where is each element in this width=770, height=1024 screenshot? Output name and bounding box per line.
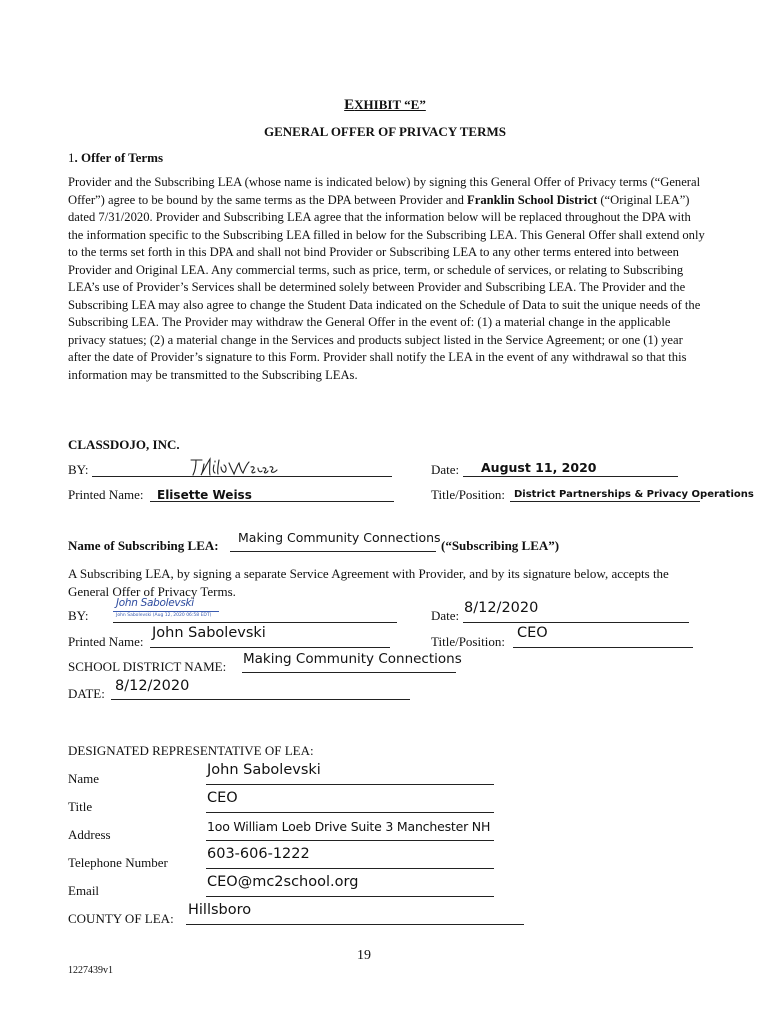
- rep-name-label: Name: [68, 771, 100, 786]
- rep-address-value: 1oo William Loeb Drive Suite 3 Manchester NH: [207, 819, 491, 834]
- exhibit-title-prefix: E: [344, 97, 355, 113]
- representative-heading: DESIGNATED REPRESENTATIVE OF LEA:: [68, 743, 314, 758]
- section-number: 1: [68, 150, 75, 165]
- provider-by-label: BY:: [68, 462, 89, 477]
- rep-telephone-line: [206, 868, 494, 869]
- offer-text-part-b: (“Original LEA”) dated 7/31/2020. Provider and Subscribing LEA agree that the information below will be replaced throughout the DPA with the information specific to the Subscribing LEA filled in below for the Subscribing LEA. This General Offer shall extend only to the terms set forth in this DPA and shall not bind Provider or Subscribing LEA to any other terms entered into between Provider and Original LEA. Any commercial terms, such as price, term, or schedule of services, or relating to Subscribing LEA’s use of Provider’s Services shall be determined solely between Provider and Subscribing LEA. The Provider and the Subscribing LEA may also agree to change the Student Data indicated on the Schedule of Data to suit the unique needs of the Subscribing LEA. The Provider may withdraw the General Offer in the event of: (1) a material change in the applicable privacy statues; (2) a material change in the Services and products subject listed in the Service Agreement; or one (1) year after the date of Provider’s signature to this Form. Provider shall notify the LEA in the event of any withdrawal so that this information may be transmitted to the Subscribing LEAs.: [68, 192, 705, 382]
- rep-title-label: Title: [68, 799, 93, 814]
- school-district-value: Making Community Connections: [243, 651, 462, 667]
- provider-date-line: [463, 476, 678, 477]
- original-lea-name: Franklin School District: [467, 192, 598, 207]
- subscribing-signature-line: [113, 622, 397, 623]
- subscribing-signature-stamp: John Sabolevski (Aug 12, 2020 06:58 EDT): [116, 613, 212, 618]
- school-district-line: [242, 672, 456, 673]
- rep-title-line: [206, 812, 494, 813]
- rep-address-label: Address: [68, 827, 111, 842]
- rep-email-label: Email: [68, 883, 100, 898]
- document-id: 1227439v1: [68, 965, 113, 976]
- subscribing-printed-name-line: [150, 647, 390, 648]
- subscribing-printed-name-value: John Sabolevski: [152, 625, 266, 641]
- subscribing-date-line: [463, 622, 689, 623]
- exhibit-title-rest: XHIBIT “E”: [354, 97, 426, 112]
- provider-company-name: CLASSDOJO, INC.: [68, 437, 180, 452]
- subscribing-title-label: Title/Position:: [431, 634, 505, 649]
- subscribing-signature: John Sabolevski: [116, 597, 194, 609]
- provider-date-value: August 11, 2020: [481, 460, 597, 475]
- offer-paragraph: [68, 174, 708, 384]
- county-label: COUNTY OF LEA:: [68, 911, 174, 926]
- school-district-label: SCHOOL DISTRICT NAME:: [68, 659, 227, 674]
- rep-address-line: [206, 840, 494, 841]
- subscribing-date2-label: DATE:: [68, 686, 105, 701]
- document-subtitle: GENERAL OFFER OF PRIVACY TERMS: [264, 124, 506, 139]
- subscribing-date2-value: 8/12/2020: [115, 678, 190, 694]
- subscribing-title-value: CEO: [517, 625, 548, 641]
- provider-printed-name-value: Elisette Weiss: [157, 488, 252, 502]
- rep-email-value: CEO@mc2school.org: [207, 874, 359, 890]
- subscribing-date2-line: [111, 699, 410, 700]
- provider-printed-name-label: Printed Name:: [68, 487, 144, 502]
- county-line: [186, 924, 524, 925]
- subscribing-lea-name-value: Making Community Connections: [238, 530, 441, 545]
- subscribing-date-value: 8/12/2020: [464, 600, 539, 616]
- subscribing-by-label: BY:: [68, 608, 89, 623]
- subscribing-title-line: [513, 647, 693, 648]
- county-value: Hillsboro: [188, 902, 252, 918]
- provider-signature-image: [188, 456, 283, 478]
- rep-name-value: John Sabolevski: [207, 762, 321, 778]
- exhibit-title: [0, 97, 770, 114]
- subscribing-date-label: Date:: [431, 608, 460, 623]
- provider-title-value: District Partnerships & Privacy Operations: [514, 489, 754, 500]
- page-number: 19: [357, 948, 371, 963]
- provider-title-line: [510, 501, 700, 502]
- subscribing-lea-suffix: (“Subscribing LEA”): [441, 538, 560, 553]
- rep-telephone-label: Telephone Number: [68, 855, 168, 870]
- provider-date-label: Date:: [431, 462, 460, 477]
- subscribing-intro-text: A Subscribing LEA, by signing a separate Service Agreement with Provider, and by its signature below, accepts the General Offer of Privacy Terms.: [68, 566, 669, 599]
- offer-text-part-a: Provider and the Subscribing LEA (whose name is indicated below) by signing this General Offer of Privacy terms (“General Offer”) agree to be bound by the same terms as the DPA between Provider and: [68, 175, 701, 207]
- subscribing-lea-name-line: [230, 551, 436, 552]
- subscribing-signature-underline: [113, 611, 219, 612]
- section-heading: [68, 150, 163, 166]
- subscribing-printed-name-label: Printed Name:: [68, 634, 144, 649]
- rep-email-line: [206, 896, 494, 897]
- subscribing-lea-name-label: Name of Subscribing LEA:: [68, 538, 219, 553]
- rep-name-line: [206, 784, 494, 785]
- section-title: . Offer of Terms: [74, 150, 164, 165]
- provider-title-label: Title/Position:: [431, 487, 505, 502]
- rep-telephone-value: 603-606-1222: [207, 846, 310, 862]
- rep-title-value: CEO: [207, 790, 238, 806]
